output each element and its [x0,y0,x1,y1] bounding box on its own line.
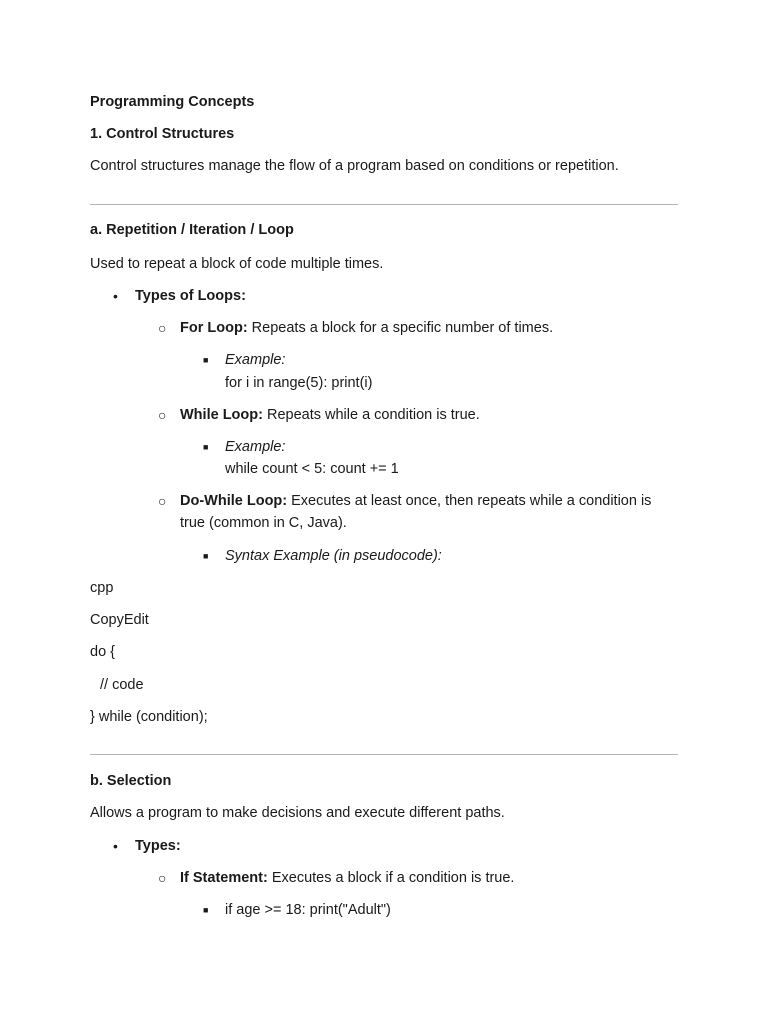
circle-bullet-icon: ○ [158,493,167,509]
circle-bullet-icon: ○ [158,407,167,423]
document-page [90,0,680,1024]
while-loop-desc: Repeats while a condition is true. [262,407,480,423]
divider [90,204,678,205]
while-example-code: while count < 5: count += 1 [225,461,399,477]
disc-bullet-icon: • [113,288,118,304]
document-title: Programming Concepts [90,94,255,110]
circle-bullet-icon: ○ [158,320,167,336]
subheading-loop: a. Repetition / Iteration / Loop [90,222,294,238]
subheading-selection: b. Selection [90,773,172,789]
for-loop-label: For Loop: [180,320,248,336]
square-bullet-icon: ■ [203,905,209,915]
loop-intro: Used to repeat a block of code multiple times. [90,256,384,272]
do-while-loop-label: Do-While Loop: [180,493,288,509]
if-statement-desc: Executes a block if a condition is true. [267,870,515,886]
square-bullet-icon: ■ [203,442,209,452]
section-intro: Control structures manage the flow of a program based on conditions or repetition. [90,158,619,174]
divider [90,754,678,755]
square-bullet-icon: ■ [203,355,209,365]
code-line: do { [90,644,115,660]
while-loop-label: While Loop: [180,407,263,423]
do-while-example-label: Syntax Example (in pseudocode): [225,548,442,564]
code-line: // code [100,677,144,693]
if-statement-label: If Statement: [180,870,268,886]
code-line: } while (condition); [90,709,208,725]
section-heading-control-structures: 1. Control Structures [90,126,235,142]
list-item-while-loop [180,405,480,425]
while-example-label: Example: [225,439,286,455]
do-while-loop-desc: Executes at least once, then repeats while a condition is true (common in C, Java). [180,493,652,531]
code-language-label: cpp [90,580,114,596]
square-bullet-icon: ■ [203,551,209,561]
copy-edit-label: CopyEdit [90,612,149,628]
selection-intro: Allows a program to make decisions and execute different paths. [90,805,505,821]
for-loop-desc: Repeats a block for a specific number of times. [247,320,554,336]
list-item-for-loop [180,318,553,338]
list-item-if-statement [180,868,514,888]
types-of-loops-label: Types of Loops: [135,288,246,304]
if-example-code: if age >= 18: print("Adult") [225,902,391,918]
for-example-label: Example: [225,352,286,368]
disc-bullet-icon: • [113,838,118,854]
list-item-do-while-loop [180,490,660,534]
for-example-code: for i in range(5): print(i) [225,375,373,391]
selection-types-label: Types: [135,838,181,854]
circle-bullet-icon: ○ [158,870,167,886]
